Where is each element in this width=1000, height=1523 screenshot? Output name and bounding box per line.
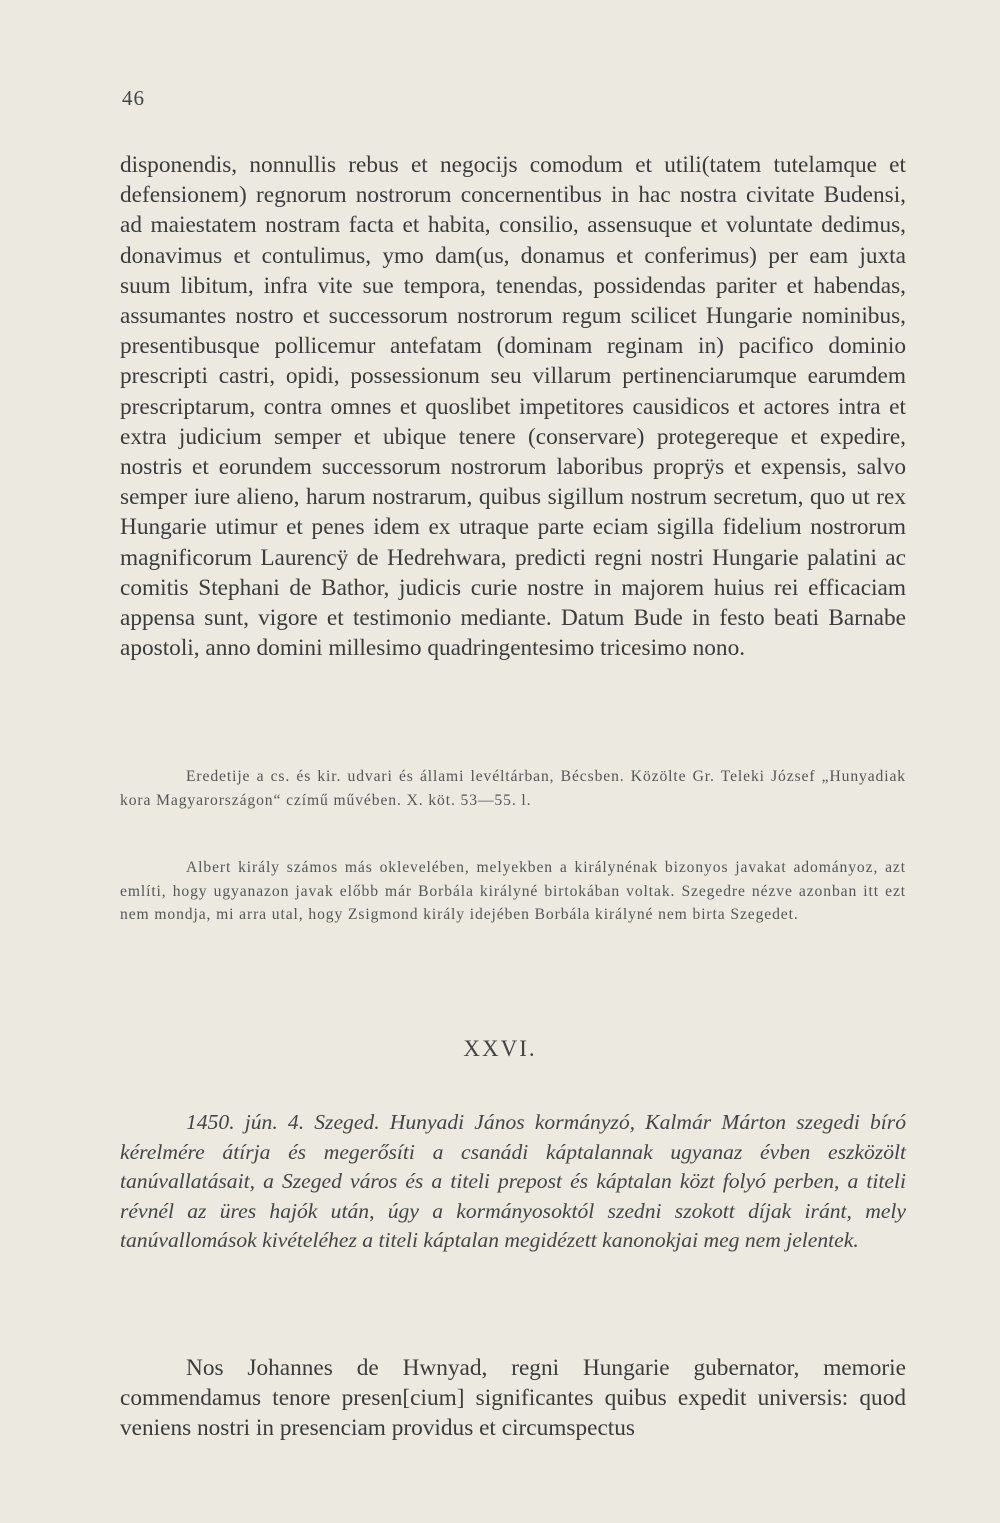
charter-continuation-text xyxy=(120,150,906,663)
regest-summary: 1450. jún. 4. Szeged. Hunyadi János kormányzó, Kalmár Márton szegedi bíró kérelmére átírja és megerősíti a csanádi káptalannak ugyanaz évben eszközölt tanúvallatásait, a Szeged város és a titeli prepost és káptalan közt folyó perben, a titeli révnél az üres hajók után, úgy a kormányosoktól szedni szokott díjak iránt, mely tanúvallomások kivételéhez a titeli káptalan megidézett kanonokjai meg nem jelentek. xyxy=(120,1110,906,1253)
source-note: Eredetije a cs. és kir. udvari és állami levéltárban, Bécsben. Közölte Gr. Teleki József „Hunyadiak kora Magyarországon“ czímű művében. X. köt. 53—55. l. xyxy=(120,768,906,809)
charter-continuation-paragraph: disponendis, nonnullis rebus et negocijs comodum et utili(tatem tutelamque et defensionem) regnorum nostrorum concernentibus in hac nostra civitate Budensi, ad maiestatem nostram facta et habita, consilio, assensuque et voluntate dedimus, donavimus et contulimus, ymo dam(us, donamus et conferimus) per eam juxta suum libitum, infra vite sue tempora, tenendas, possidendas pariter et habendas, assumantes nostro et successorum nostrorum regum scilicet Hungarie nominibus, presentibusque pollicemur antefatam (dominam reginam in) pacifico dominio prescripti castri, opidi, possessionum seu villarum pertinenciarumque earumdem prescriptarum, contra omnes et quoslibet impetitores causidicos et actores intra et extra judicium semper et ubique tenere (conservare) protegereque et expedire, nostris et eorundem successorum nostrorum laboribus proprÿs et expensis, salvo semper iure alieno, harum nostrarum, quibus sigillum nostrum secretum, quo ut rex Hungarie utimur et penes idem ex utraque parte eciam sigilla fidelium nostrorum magnificorum Laurencÿ de Hedrehwara, predicti regni nostri Hungarie palatini ac comitis Stephani de Bathor, judicis curie nostre in majorem huius rei efficaciam appensa sunt, vigore et testimonio mediante. Datum Bude in festo beati Barnabe apostoli, anno domini millesimo quadringentesimo tricesimo nono. xyxy=(120,152,906,662)
charter-opening-text: Nos Johannes de Hwnyad, regni Hungarie gubernator, memorie commendamus tenore presen[cium] significantes quibus expedit universis: quod veniens nostri in presenciam providus et circumspectus xyxy=(120,1355,906,1442)
page-number: 46 xyxy=(122,86,145,110)
commentary-note: Albert király számos más oklevelében, melyekben a királynénak bizonyos javakat adományoz, azt említi, hogy ugyanazon javak előbb már Borbála királyné birtokában voltak. Szegedre nézve azonban itt ezt nem mondja, mi arra utal, hogy Zsigmond király idejében Borbála királyné nem birta Szegedet. xyxy=(120,859,906,924)
section-number: XXVI. xyxy=(463,1036,537,1061)
